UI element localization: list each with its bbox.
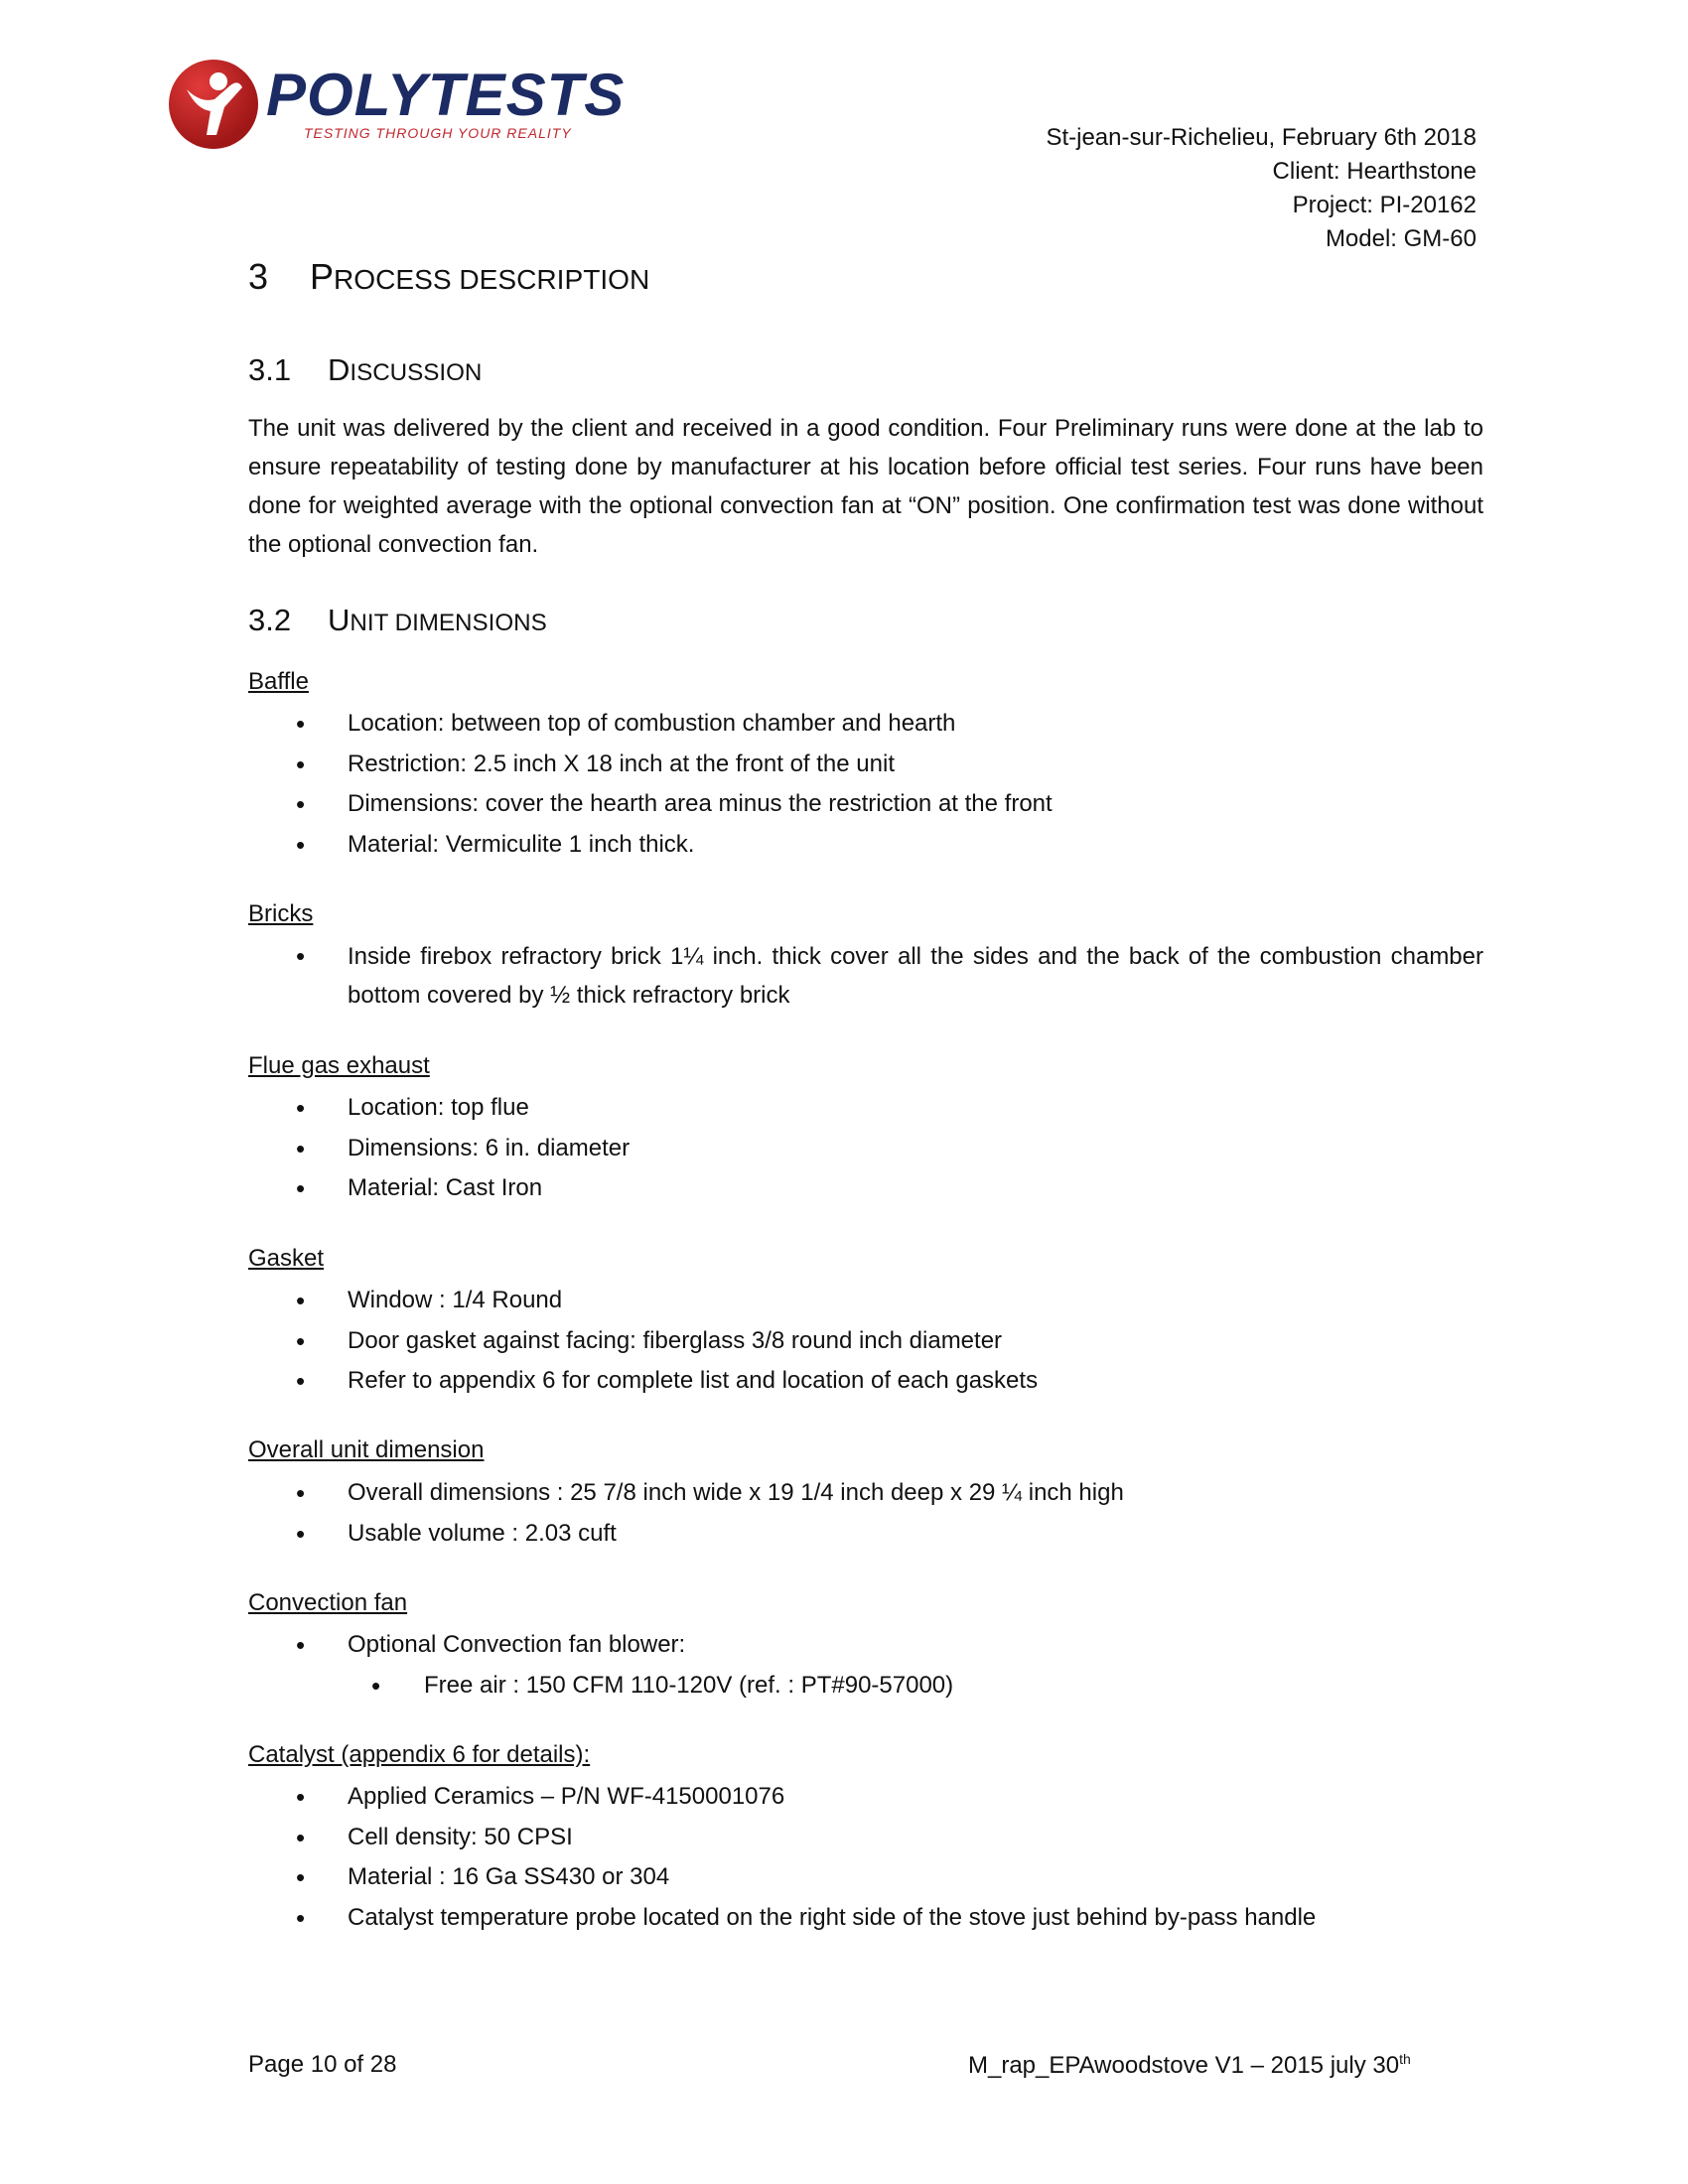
list-item: • Material : 16 Ga SS430 or 304 xyxy=(248,1857,1483,1898)
overall-dimension-list xyxy=(248,1473,1483,1554)
page-number: Page 10 of 28 xyxy=(248,2051,397,2078)
list-item: • Dimensions: 6 in. diameter xyxy=(248,1129,1483,1169)
document-reference-sup: th xyxy=(1399,2051,1411,2067)
catalyst-label-text: Catalyst (appendix 6 for details) xyxy=(248,1741,584,1768)
list-item: • Usable volume : 2.03 cuft xyxy=(248,1514,1483,1555)
place-date: St-jean-sur-Richelieu, February 6th 2018 xyxy=(1046,124,1477,151)
convection-fan-label: Convection fan xyxy=(248,1589,408,1616)
logo-tagline: TESTING THROUGH YOUR REALITY xyxy=(304,125,572,141)
unit-dimensions-heading xyxy=(248,603,547,638)
gasket-label: Gasket xyxy=(248,1245,325,1272)
overall-dimension-label: Overall unit dimension xyxy=(248,1436,485,1463)
list-item: • Location: between top of combustion chamber and hearth xyxy=(248,704,1483,745)
unit-dimensions-title-rest: NIT DIMENSIONS xyxy=(350,610,547,636)
list-item: • Refer to appendix 6 for complete list and location of each gaskets xyxy=(248,1361,1483,1402)
convection-fan-list xyxy=(248,1625,1483,1706)
discussion-number: 3.1 xyxy=(248,352,292,387)
discussion-heading xyxy=(248,352,482,388)
bricks-list xyxy=(248,937,1483,1015)
section-heading xyxy=(248,256,649,298)
document-header xyxy=(1046,121,1477,256)
list-item: • Location: top flue xyxy=(248,1088,1483,1129)
discussion-paragraph: The unit was delivered by the client and received in a good condition. Four Preliminary runs were done at the lab to ensure repeatability of testing done by manufacturer at his location before official test series. Four runs have been done for weighted average with the optional convection fan at “ON” position. One confirmation test was done without the optional convection fan. xyxy=(248,415,1483,558)
logo-mark-icon xyxy=(169,60,258,149)
model-line: Model: GM-60 xyxy=(1325,225,1477,252)
discussion-title-rest: ISCUSSION xyxy=(350,359,483,386)
baffle-list xyxy=(248,704,1483,865)
catalyst-list xyxy=(248,1777,1483,1938)
baffle-label: Baffle xyxy=(248,668,309,695)
project-line: Project: PI-20162 xyxy=(1292,192,1477,218)
list-item: • Inside firebox refractory brick 1¼ inch. thick cover all the sides and the back of the combustion chamber bottom covered by ½ thick refractory brick xyxy=(248,937,1483,1015)
bricks-label: Bricks xyxy=(248,900,314,927)
flue-list xyxy=(248,1088,1483,1209)
list-item: • Applied Ceramics – P/N WF-4150001076 xyxy=(248,1777,1483,1818)
section-title-initial: P xyxy=(310,256,335,297)
list-item: • Material: Cast Iron xyxy=(248,1168,1483,1209)
flue-label: Flue gas exhaust xyxy=(248,1052,430,1079)
gasket-list xyxy=(248,1281,1483,1402)
logo-name: POLYTESTS xyxy=(266,62,626,128)
discussion-title-initial: D xyxy=(328,352,351,387)
unit-dimensions-title-initial: U xyxy=(328,603,351,637)
document-reference-text: M_rap_EPAwoodstove V1 – 2015 july 30 xyxy=(968,2052,1400,2079)
client-line: Client: Hearthstone xyxy=(1272,158,1477,185)
section-title-rest: ROCESS DESCRIPTION xyxy=(334,264,650,295)
document-reference xyxy=(968,2051,1411,2080)
list-item: • Window : 1/4 Round xyxy=(248,1281,1483,1321)
list-item: • Door gasket against facing: fiberglass 3/8 round inch diameter xyxy=(248,1321,1483,1362)
section-number: 3 xyxy=(248,256,269,297)
polytests-logo xyxy=(169,60,626,149)
list-item: • Overall dimensions : 25 7/8 inch wide x 19 1/4 inch deep x 29 ¼ inch high xyxy=(248,1473,1483,1514)
sub-list-item: • Free air : 150 CFM 110-120V (ref. : PT#90-57000) xyxy=(248,1666,1483,1706)
list-item: • Optional Convection fan blower: xyxy=(248,1625,1483,1666)
unit-dimensions-number: 3.2 xyxy=(248,603,292,637)
list-item: • Restriction: 2.5 inch X 18 inch at the front of the unit xyxy=(248,745,1483,785)
list-item: • Cell density: 50 CPSI xyxy=(248,1818,1483,1858)
catalyst-label xyxy=(248,1741,590,1769)
list-item: • Material: Vermiculite 1 inch thick. xyxy=(248,825,1483,866)
list-item: • Catalyst temperature probe located on the right side of the stove just behind by-pass handle xyxy=(248,1898,1483,1939)
list-item: • Dimensions: cover the hearth area minus the restriction at the front xyxy=(248,784,1483,825)
catalyst-label-colon: : xyxy=(583,1741,591,1768)
